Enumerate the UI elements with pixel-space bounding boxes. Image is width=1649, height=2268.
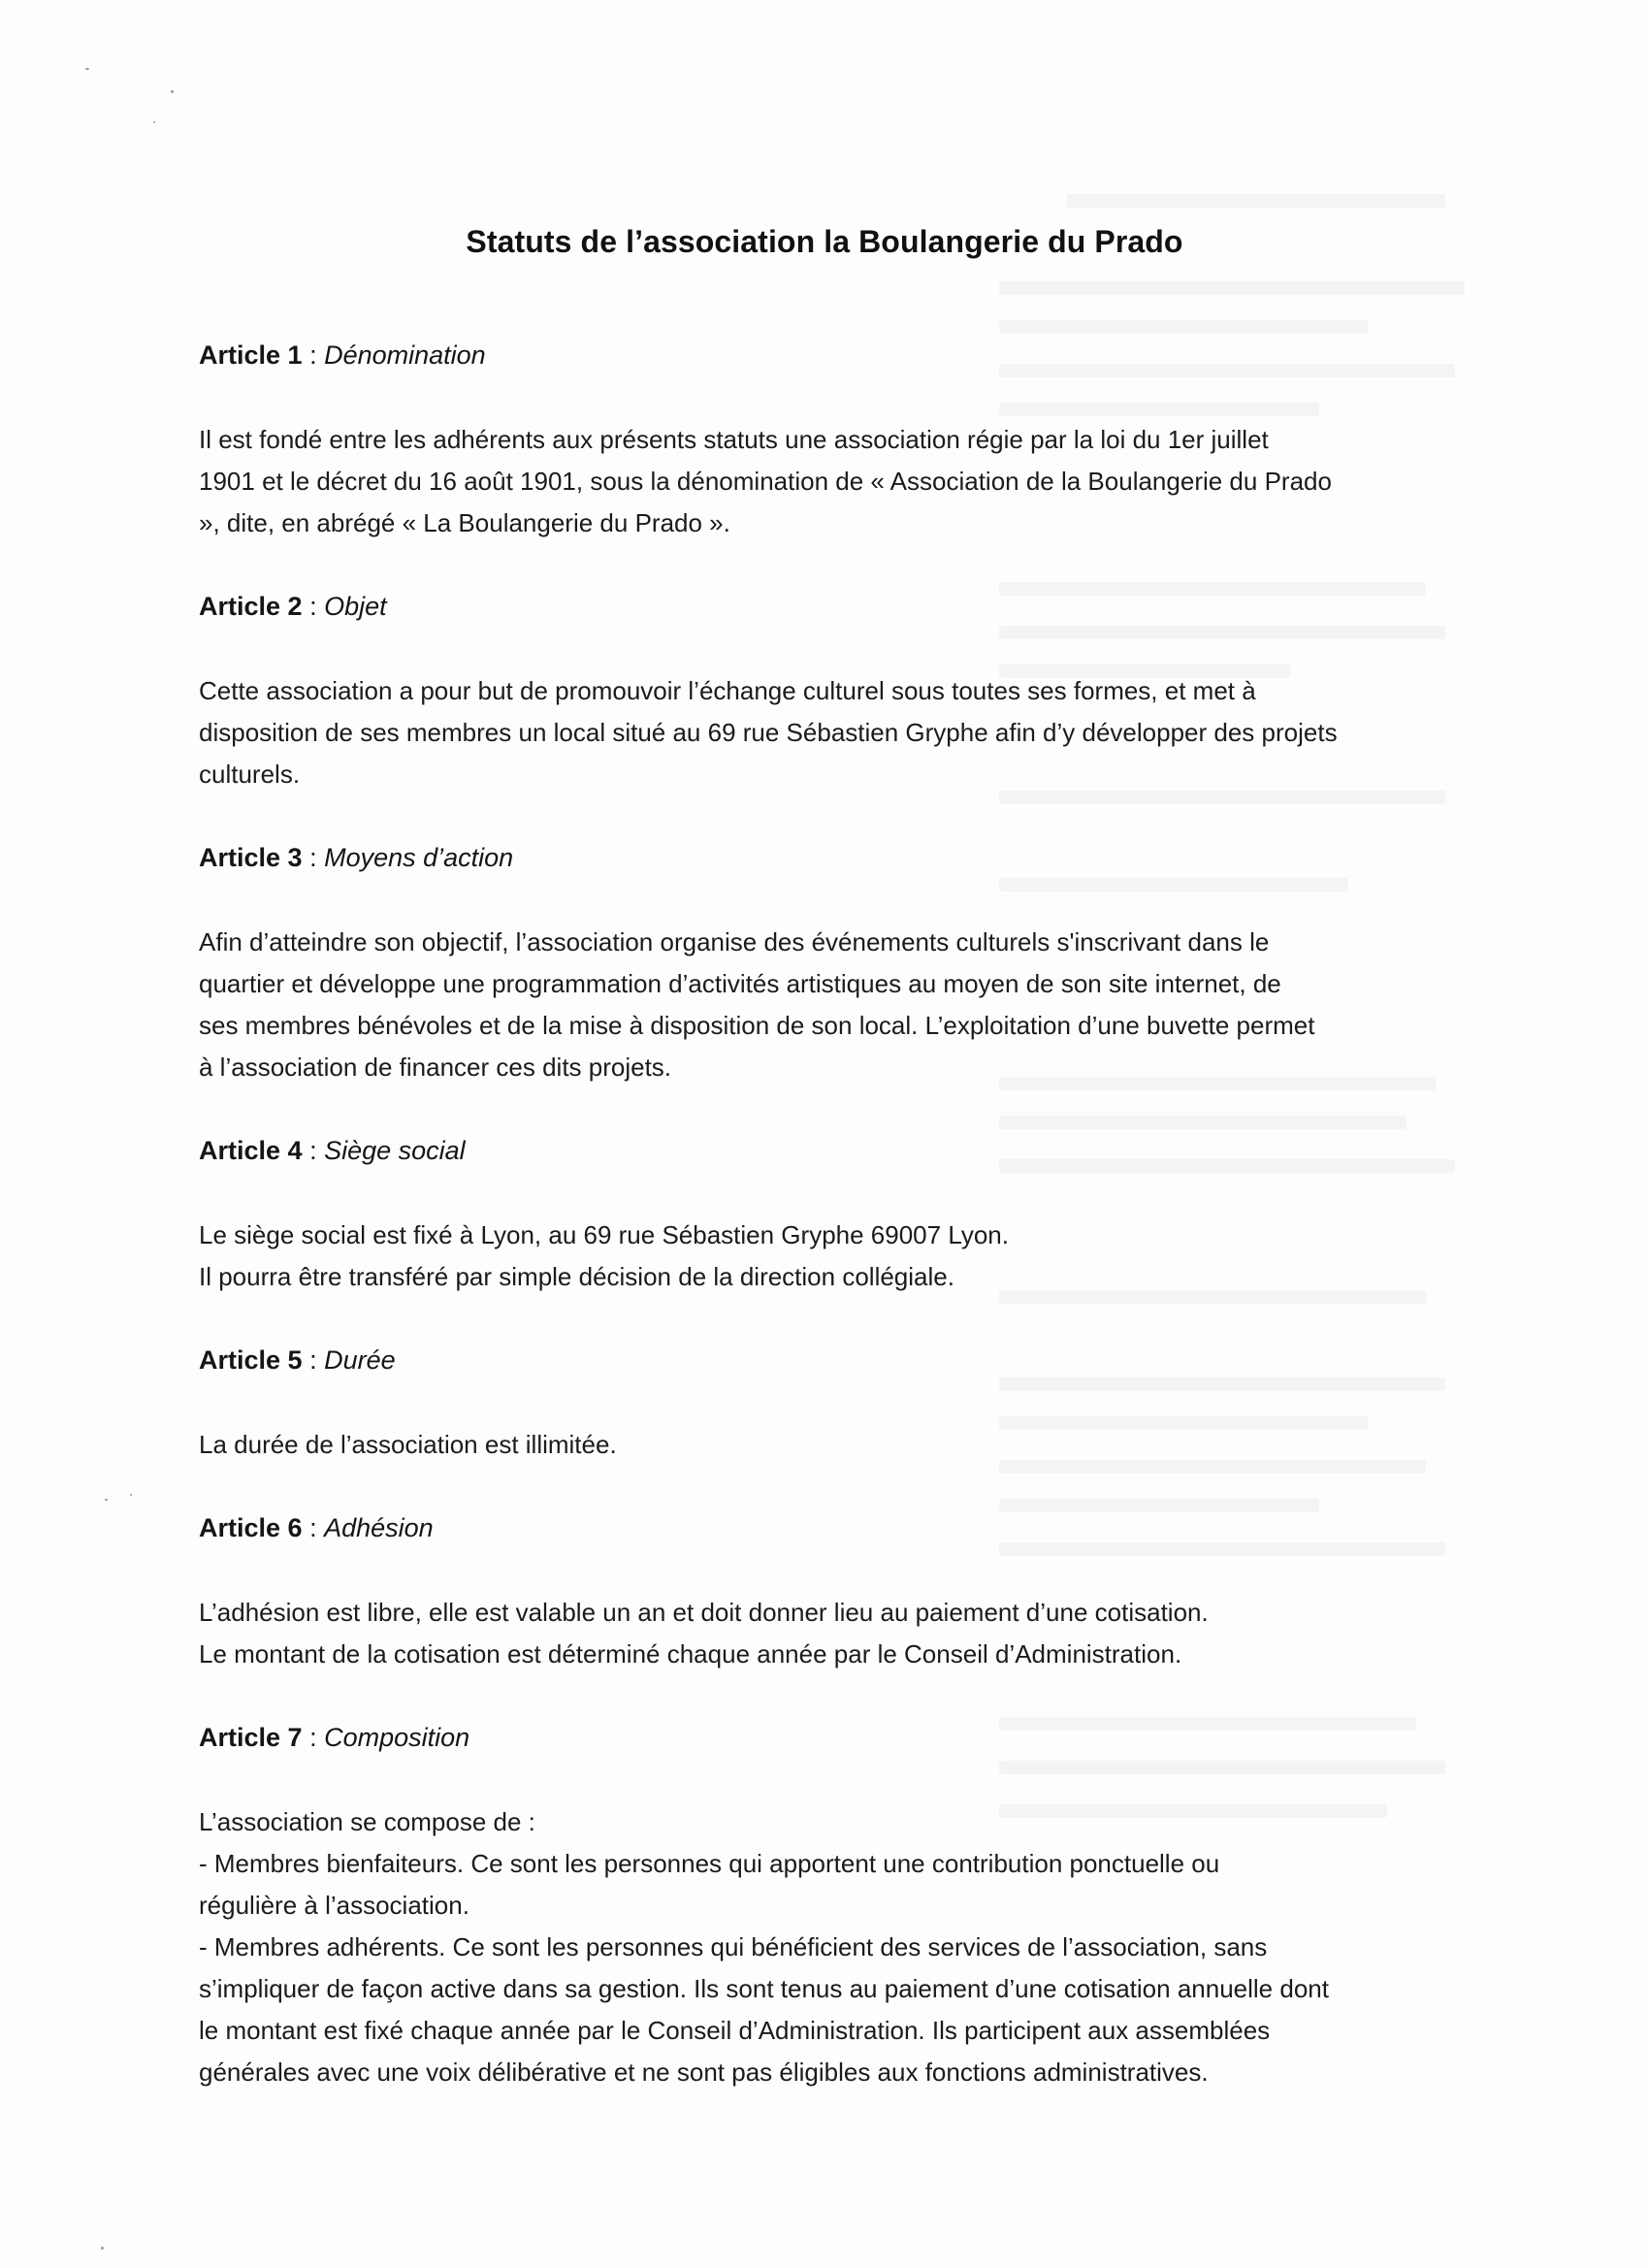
article-text-line: La durée de l’association est illimitée. — [199, 1430, 617, 1459]
article-separator: : — [302, 1136, 325, 1165]
article-heading — [199, 335, 1460, 376]
article-text-line: 1901 et le décret du 16 août 1901, sous la dénomination de « Association de la Boulangerie du Prado — [199, 467, 1332, 496]
article-number: Article 7 — [199, 1723, 303, 1752]
article-text-line: - Membres adhérents. Ce sont les personnes qui bénéficient des services de l’association, sans — [199, 1932, 1268, 1961]
article-section — [199, 1507, 1460, 1675]
scan-speck — [171, 90, 174, 93]
scan-speck — [105, 1499, 108, 1501]
article-text-line: à l’association de financer ces dits projets. — [199, 1053, 672, 1082]
article-text-line: L’association se compose de : — [199, 1807, 535, 1836]
article-section — [199, 586, 1460, 795]
article-text-line: Il pourra être transféré par simple décision de la direction collégiale. — [199, 1262, 954, 1291]
article-number: Article 2 — [199, 592, 303, 621]
article-separator: : — [302, 592, 325, 621]
article-text-line: générales avec une voix délibérative et ne sont pas éligibles aux fonctions administratives. — [199, 2057, 1209, 2087]
article-number: Article 1 — [199, 340, 303, 370]
article-body — [199, 670, 1460, 795]
scan-speck — [101, 2247, 104, 2250]
article-section — [199, 1130, 1460, 1298]
article-separator: : — [302, 843, 325, 872]
article-heading — [199, 1340, 1460, 1381]
article-separator: : — [302, 1723, 325, 1752]
scan-speck — [130, 1494, 132, 1496]
article-body — [199, 922, 1460, 1088]
article-heading — [199, 1717, 1460, 1759]
article-heading — [199, 586, 1460, 628]
scan-speck — [85, 68, 89, 70]
article-number: Article 3 — [199, 843, 303, 872]
article-heading — [199, 837, 1460, 879]
article-text-line: Le siège social est fixé à Lyon, au 69 rue Sébastien Gryphe 69007 Lyon. — [199, 1220, 1009, 1249]
article-text-line: Cette association a pour but de promouvoir l’échange culturel sous toutes ses formes, et met à — [199, 676, 1256, 705]
article-separator: : — [302, 1513, 325, 1542]
article-text-line: disposition de ses membres un local situé au 69 rue Sébastien Gryphe afin d’y développer des projets — [199, 718, 1338, 747]
article-heading — [199, 1130, 1460, 1172]
article-body — [199, 1424, 1460, 1466]
article-section — [199, 837, 1460, 1088]
article-body — [199, 419, 1460, 544]
article-text-line: quartier et développe une programmation d’activités artistiques au moyen de son site internet, de — [199, 969, 1281, 998]
article-topic: Durée — [324, 1345, 396, 1375]
article-separator: : — [302, 1345, 325, 1375]
bleed-through-block — [999, 320, 1368, 334]
scan-speck — [153, 121, 155, 123]
article-body — [199, 1801, 1460, 2093]
article-topic: Composition — [324, 1723, 470, 1752]
article-number: Article 5 — [199, 1345, 303, 1375]
article-separator: : — [302, 340, 325, 370]
article-topic: Objet — [324, 592, 387, 621]
article-text-line: Afin d’atteindre son objectif, l’association organise des événements culturels s'inscrivant dans le — [199, 927, 1270, 956]
article-topic: Moyens d’action — [324, 843, 514, 872]
article-section — [199, 1340, 1460, 1466]
article-text-line: Il est fondé entre les adhérents aux présents statuts une association régie par la loi du 1er juillet — [199, 425, 1269, 454]
bleed-through-block — [999, 281, 1465, 295]
article-topic: Adhésion — [324, 1513, 434, 1542]
article-text-line: L’adhésion est libre, elle est valable un an et doit donner lieu au paiement d’une cotisation. — [199, 1598, 1209, 1627]
article-topic: Siège social — [324, 1136, 466, 1165]
document-title: Statuts de l’association la Boulangerie du Prado — [466, 224, 1183, 260]
article-heading — [199, 1507, 1460, 1549]
article-text-line: - Membres bienfaiteurs. Ce sont les personnes qui apportent une contribution ponctuelle ou — [199, 1849, 1220, 1878]
article-text-line: s’impliquer de façon active dans sa gestion. Ils sont tenus au paiement d’une cotisation annuelle dont — [199, 1974, 1329, 2003]
article-body — [199, 1215, 1460, 1298]
article-text-line: le montant est fixé chaque année par le Conseil d’Administration. Ils participent aux assemblées — [199, 2016, 1271, 2045]
article-text-line: régulière à l’association. — [199, 1891, 469, 1920]
article-number: Article 6 — [199, 1513, 303, 1542]
article-text-line: », dite, en abrégé « La Boulangerie du Prado ». — [199, 508, 730, 537]
article-text-line: culturels. — [199, 760, 301, 789]
article-number: Article 4 — [199, 1136, 303, 1165]
article-topic: Dénomination — [324, 340, 486, 370]
bleed-through-block — [1067, 194, 1445, 208]
article-section — [199, 1717, 1460, 2093]
articles-container — [199, 335, 1460, 2135]
article-body — [199, 1592, 1460, 1675]
article-text-line: ses membres bénévoles et de la mise à disposition de son local. L’exploitation d’une buvette permet — [199, 1011, 1315, 1040]
article-text-line: Le montant de la cotisation est déterminé chaque année par le Conseil d’Administration. — [199, 1639, 1182, 1669]
article-section — [199, 335, 1460, 544]
